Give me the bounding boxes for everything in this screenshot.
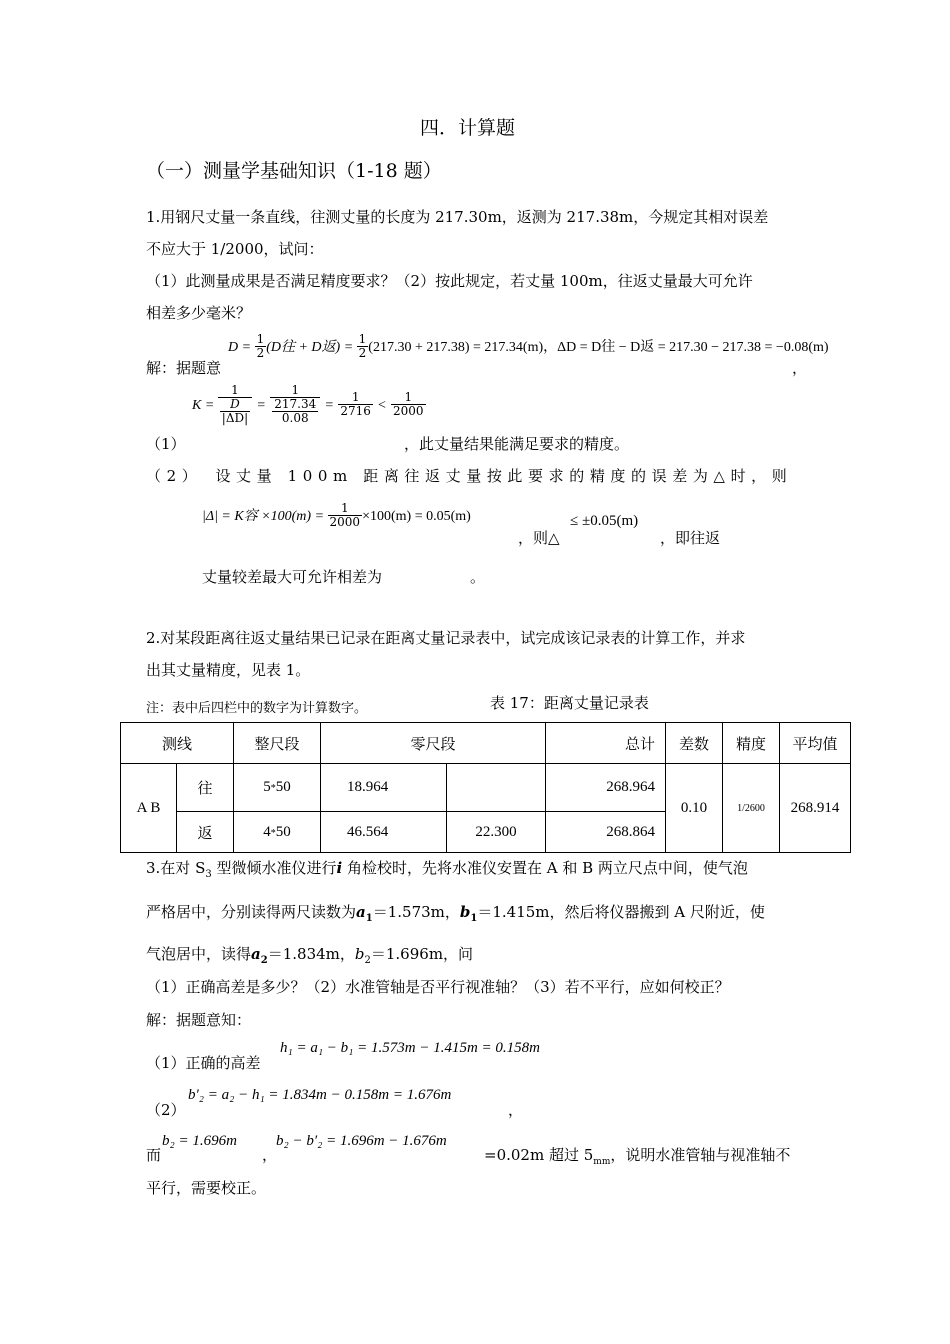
q1-part1-label: （1） xyxy=(146,435,186,453)
q1-part2-period: 。 xyxy=(470,568,486,586)
q3-step3-last: 平行，需要校正。 xyxy=(146,1179,267,1197)
q1-solution-label: 解：据题意 xyxy=(146,359,222,377)
q1-part2-then: ，则△ xyxy=(518,529,560,547)
direction-cell: 返 xyxy=(177,812,234,853)
table-header-row xyxy=(121,723,851,764)
part-segment-cell: 18.964 xyxy=(321,764,447,812)
header-cell: 整尺段 xyxy=(234,723,321,764)
q3-solution-label: 解：据题意知： xyxy=(146,1011,252,1029)
q3-line4: （1）正确高差是多少？（2）水准管轴是否平行视准轴？（3）若不平行，应如何校正？ xyxy=(146,978,730,996)
header-cell: 平均值 xyxy=(780,723,851,764)
whole-segment-cell: 4*50 xyxy=(234,812,321,853)
k-frac-1: $\frac{1}{\frac{D}{|\Delta D|}}$ xyxy=(218,384,252,425)
q3-step3-eq2: b₂ − b′₂ = 1.696m − 1.676m xyxy=(276,1133,447,1149)
q2-line1: 2.对某段距离往返丈量结果已记录在距离丈量记录表中，试完成该记录表的计算工作，并求 xyxy=(146,629,746,647)
k-frac-3: $\frac{1}{2716}$ xyxy=(340,390,371,418)
section-heading: （一）测量学基础知识（1-18 题） xyxy=(146,160,442,182)
eq2-part-b: ×100(m) = 0.05(m) xyxy=(362,509,471,524)
k-label: K = xyxy=(192,398,218,413)
eq2-part-a: |Δ| = K容 ×100(m) = xyxy=(202,509,328,524)
difference-cell: 0.10 xyxy=(666,764,723,853)
eq1-part-a: D = xyxy=(228,340,255,355)
q3-step3-er: 而 xyxy=(146,1146,162,1164)
q3-line3: 气泡居中，读得$a_2=1.834m$，$b_2=1.696m$，问 xyxy=(146,945,474,966)
total-cell: 268.864 xyxy=(546,812,666,853)
q3-step1-label: （1）正确的高差 xyxy=(146,1054,261,1072)
direction-cell: 往 xyxy=(177,764,234,812)
mean-cell: 268.914 xyxy=(780,764,851,853)
table-row xyxy=(121,764,851,812)
q3-step3-comma: ， xyxy=(262,1146,278,1164)
q2-note: 注：表中后四栏中的数字为计算数字。 xyxy=(146,701,368,716)
q1-equation-1 xyxy=(228,333,829,360)
q1-eq1-comma: ， xyxy=(792,359,808,377)
q1-part2-text: （2） 设丈量 100m 距离往返丈量按此要求的精度的误差为△时，则 xyxy=(146,467,793,485)
eq1-frac-half: $\frac{1}{2}$ xyxy=(256,332,265,360)
q2-table-title: 表 17：距离丈量记录表 xyxy=(490,694,649,712)
eq2-frac: $\frac{1}{2000}$ xyxy=(329,501,361,529)
q1-part2-last: 丈量较差最大可允许相差为 xyxy=(202,568,383,586)
q1-part2-end: ，即往返 xyxy=(660,529,721,547)
distance-record-table xyxy=(120,722,851,853)
header-cell: 零尺段 xyxy=(321,723,546,764)
q3-step3-eq1: b₂ = 1.696m xyxy=(162,1133,237,1149)
q1-k-equation: K = $\frac{1}{\frac{D}{|\Delta D|}}$ = $\frac{1}{\frac{217.34}{0.08}}$ = $\frac{1}{2716}$ < $\frac{1}{2000}$ xyxy=(192,383,424,425)
q2-line2: 出其丈量精度，见表 1。 xyxy=(146,661,311,679)
eq1-frac-half-2: $\frac{1}{2}$ xyxy=(358,332,367,360)
q1-equation-2 xyxy=(202,502,471,529)
header-cell: 测线 xyxy=(121,723,234,764)
q3-line1: 3.在对 $S_3$ 型微倾水准仪进行i 角检校时，先将水准仪安置在 A 和 B 两立尺点中间，使气泡 xyxy=(146,859,748,880)
q1-line1: 1.用钢尺丈量一条直线，往测丈量的长度为 217.30m，返测为 217.38m，今规定其相对误差 xyxy=(146,208,769,226)
q3-step2-label: （2） xyxy=(146,1101,186,1119)
precision-cell: 1/2600 xyxy=(723,764,780,853)
k-frac-4: $\frac{1}{2000}$ xyxy=(393,390,424,418)
k-frac-2: $\frac{1}{\frac{217.34}{0.08}}$ xyxy=(270,384,320,425)
q3-step1-equation: h₁ = a₁ − b₁ = 1.573m − 1.415m = 0.158m xyxy=(280,1040,541,1056)
part-segment-cell xyxy=(447,764,546,812)
eq1-part-c: (217.30 + 217.38) = 217.34(m)，ΔD = D往 − D返 = 217.30 − 217.38 = −0.08(m) xyxy=(368,340,829,355)
header-cell: 总计 xyxy=(546,723,666,764)
part-segment-cell: 46.564 xyxy=(321,812,447,853)
header-cell: 精度 xyxy=(723,723,780,764)
q3-line2: 严格居中，分别读得两尺读数为$a_1=1.573m$，$b_1=1.415m$，然后将仪器搬到 A 尺附近，使 xyxy=(146,903,765,924)
q1-line4: 相差多少毫米？ xyxy=(146,304,252,322)
q3-step2-equation: b′₂ = a₂ − h₁ = 1.834m − 0.158m = 1.676m xyxy=(188,1087,452,1103)
total-cell: 268.964 xyxy=(546,764,666,812)
header-cell: 差数 xyxy=(666,723,723,764)
q1-line2: 不应大于 1/2000，试问： xyxy=(146,240,324,258)
whole-segment-cell: 5*50 xyxy=(234,764,321,812)
q3-step3-text: =0.02m 超过 $5_{mm}$，说明水准管轴与视准轴不 xyxy=(484,1146,791,1167)
q3-step2-comma: ， xyxy=(508,1101,524,1119)
eq1-part-b: (D往 + D返) = xyxy=(266,340,357,355)
q1-part2-inequality: ≤ ±0.05(m) xyxy=(570,513,639,529)
part-segment-cell: 22.300 xyxy=(447,812,546,853)
line-name-cell: A B xyxy=(121,764,177,853)
q1-part1-text: ，此丈量结果能满足要求的精度。 xyxy=(404,435,630,453)
q1-line3: （1）此测量成果是否满足精度要求？（2）按此规定，若丈量 100m，往返丈量最大可允许 xyxy=(146,272,753,290)
page-title: 四．计算题 xyxy=(420,117,516,139)
